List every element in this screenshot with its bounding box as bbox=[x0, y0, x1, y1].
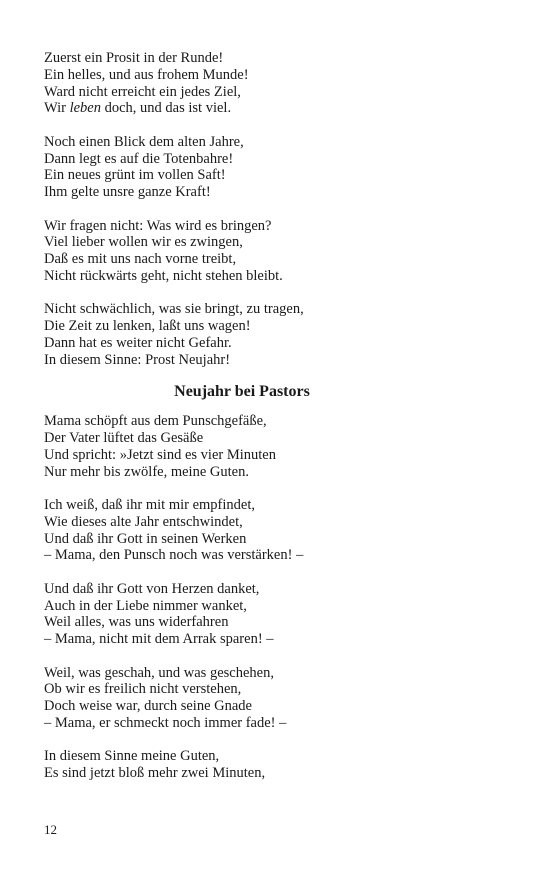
verse-line: Weil, was geschah, und was geschehen, bbox=[44, 664, 274, 681]
verse-line: In diesem Sinne meine Guten, bbox=[44, 748, 220, 765]
verse-line: Wie dieses alte Jahr entschwindet, bbox=[44, 513, 243, 530]
verse-line: Ward nicht erreicht ein jedes Ziel, bbox=[44, 83, 241, 100]
stanza bbox=[44, 497, 514, 564]
verse-line: Wir fragen nicht: Was wird es bringen? bbox=[44, 217, 272, 234]
verse-line: Es sind jetzt bloß mehr zwei Minuten, bbox=[44, 765, 266, 781]
verse-line: – Mama, den Punsch noch was verstärken! – bbox=[44, 547, 304, 564]
verse-line: – Mama, nicht mit dem Arrak sparen! – bbox=[44, 631, 274, 647]
verse-line: Zuerst ein Prosit in der Runde! bbox=[44, 50, 224, 66]
verse-line: Der Vater lüftet das Gesäße bbox=[44, 430, 204, 446]
page-number: 12 bbox=[44, 822, 57, 837]
verse-line: Daß es mit uns nach vorne treibt, bbox=[44, 251, 237, 267]
verse-line: Dann legt es auf die Totenbahre! bbox=[44, 150, 234, 167]
stanza bbox=[44, 665, 514, 732]
stanza bbox=[44, 301, 514, 368]
verse-line: Nicht schwächlich, was sie bringt, zu tragen, bbox=[44, 301, 304, 318]
verse-line: Mama schöpft aus dem Punschgefäße, bbox=[44, 413, 267, 430]
verse-line: Und spricht: »Jetzt sind es vier Minuten bbox=[44, 446, 276, 463]
verse-line: Ein helles, und aus frohem Munde! bbox=[44, 66, 249, 83]
verse-line: Ein neues grünt im vollen Saft! bbox=[44, 167, 226, 184]
verse-line: Ihm gelte unsre ganze Kraft! bbox=[44, 184, 211, 200]
stanza bbox=[44, 413, 514, 480]
verse-line: Nur mehr bis zwölfe, meine Guten. bbox=[44, 463, 249, 480]
verse-fragment: Wir bbox=[44, 100, 70, 117]
page-text bbox=[44, 50, 514, 782]
stanza bbox=[44, 748, 514, 782]
verse-line: Viel lieber wollen wir es zwingen, bbox=[44, 234, 243, 251]
verse-line: Nicht rückwärts geht, nicht stehen bleibt. bbox=[44, 267, 283, 284]
verse-line: Weil alles, was uns widerfahren bbox=[44, 614, 229, 631]
verse-line: Die Zeit zu lenken, laßt uns wagen! bbox=[44, 318, 251, 334]
poem-title: Neujahr bei Pastors bbox=[174, 383, 310, 401]
verse-line: Doch weise war, durch seine Gnade bbox=[44, 698, 252, 714]
stanza bbox=[44, 581, 514, 648]
verse-line: Ich weiß, daß ihr mit mir empfindet, bbox=[44, 497, 256, 513]
verse-line: Und daß ihr Gott von Herzen danket, bbox=[44, 580, 260, 597]
stanza bbox=[44, 218, 514, 285]
verse-line-emphasis bbox=[44, 100, 514, 117]
verse-line: Ob wir es freilich nicht verstehen, bbox=[44, 681, 242, 698]
verse-line: In diesem Sinne: Prost Neujahr! bbox=[44, 351, 231, 368]
verse-line: Und daß ihr Gott in seinen Werken bbox=[44, 530, 247, 547]
stanza bbox=[44, 134, 514, 201]
verse-line: Auch in der Liebe nimmer wanket, bbox=[44, 597, 247, 614]
verse-fragment: doch, und das ist viel. bbox=[101, 100, 232, 117]
verse-line: – Mama, er schmeckt noch immer fade! – bbox=[44, 714, 287, 731]
verse-line: Noch einen Blick dem alten Jahre, bbox=[44, 133, 244, 150]
emphasized-word: leben bbox=[69, 100, 101, 117]
stanza bbox=[44, 50, 514, 117]
verse-line: Dann hat es weiter nicht Gefahr. bbox=[44, 334, 232, 351]
